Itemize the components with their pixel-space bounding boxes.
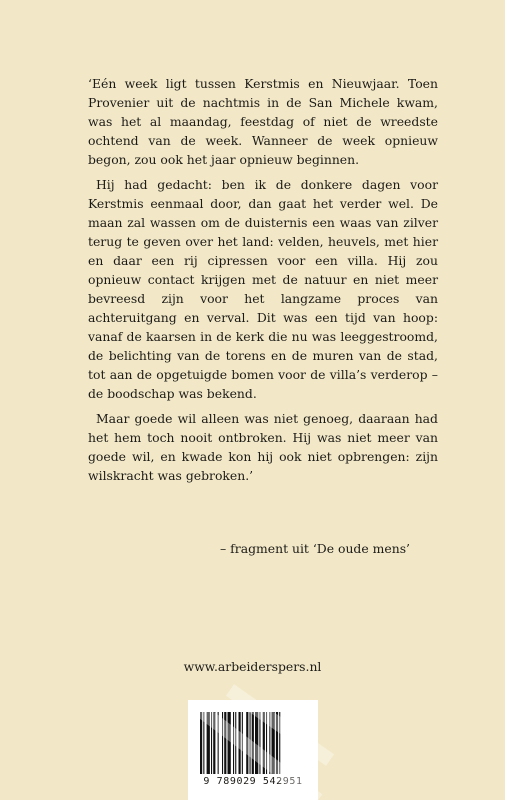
barcode-bars bbox=[200, 712, 306, 774]
paragraph-3: Maar goede wil alleen was niet genoeg, daaraan had het hem toch nooit ontbroken. Hij was niet meer van goede wil, en kwade kon hij ook niet opbrengen: zijn wilskracht was gebroken.’ bbox=[88, 411, 438, 483]
excerpt-text bbox=[88, 74, 438, 491]
publisher-website: www.arbeiderspers.nl bbox=[183, 659, 322, 674]
paragraph-2: Hij had gedacht: ben ik de donkere dagen voor Kerstmis eenmaal door, dan gaat het verder wel. De maan zal wassen om de duisternis een waas van zilver terug te geven over het land: velden, heuvels, met hier en daar een rij cipressen voor een villa. Hij zou opnieuw contact krijgen met de natuur en niet meer bevreesd zijn voor het langzame proces van achteruitgang en verval. Dit was een tijd van hoop: vanaf de kaarsen in de kerk die nu was leeggestroomd, de belichting van de torens en de muren van de stad, tot aan de opgetuigde bomen voor de villa’s verderop – de boodschap was bekend. bbox=[88, 177, 438, 401]
barcode-number: 9 789029 542951 bbox=[203, 776, 303, 787]
barcode bbox=[188, 700, 318, 800]
paragraph-1: ‘Eén week ligt tussen Kerstmis en Nieuwjaar. Toen Provenier uit de nachtmis in de San Michele kwam, was het al maandag, feestdag of niet de wreedste ochtend van de week. Wanneer de week opnieuw begon, zou ook het jaar opnieuw beginnen. bbox=[88, 76, 438, 167]
attribution: – fragment uit ‘De oude mens’ bbox=[220, 541, 410, 556]
